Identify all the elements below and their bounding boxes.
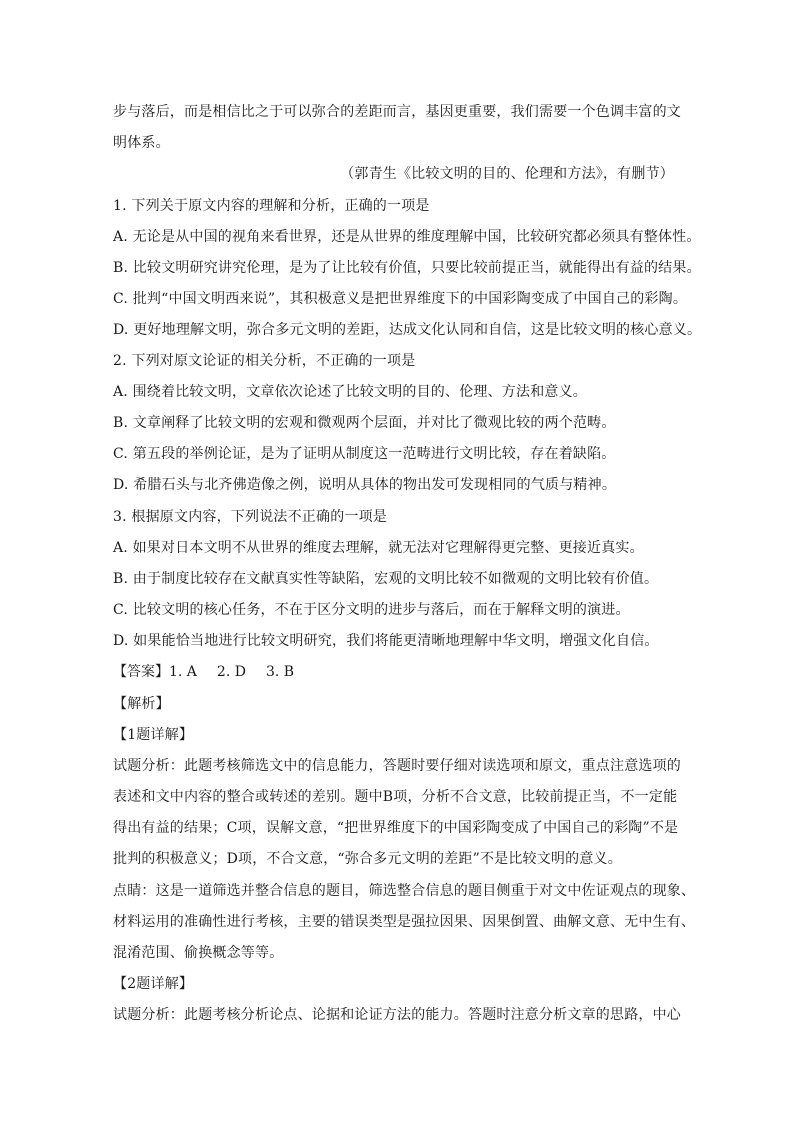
intro-line-2: 明体系。 [113, 135, 170, 151]
analysis-p1-line: 得出有益的结果；C项，误解文意，“把世界维度下的中国彩陶变成了中国自己的彩陶”不是 [113, 820, 679, 836]
q2-option-a: A. 围绕着比较文明，文章依次论述了比较文明的目的、伦理、方法和意义。 [113, 384, 588, 400]
q1-option-a: A. 无论是从中国的视角来看世界，还是从世界的维度理解中国，比较研究都必须具有整体性。 [113, 229, 701, 245]
intro-line-1: 步与落后，而是相信比之于可以弥合的差距而言，基因更重要，我们需要一个色调丰富的文 [113, 104, 681, 120]
q1-stem: 1. 下列关于原文内容的理解和分析，正确的一项是 [113, 198, 430, 214]
q3-option-d: D. 如果能恰当地进行比较文明研究，我们将能更清晰地理解中华文明，增强文化自信。 [113, 633, 659, 649]
q1-option-b: B. 比较文明研究讲究伦理，是为了让比较有价值，只要比较前提正当，就能得出有益的结果。 [113, 260, 701, 276]
q3-option-a: A. 如果对日本文明不从世界的维度去理解，就无法对它理解得更完整、更接近真实。 [113, 540, 644, 556]
analysis-p2-line: 混淆范围、偷换概念等等。 [113, 945, 284, 961]
analysis-p3-line: 试题分析：此题考核分析论点、论据和论证方法的能力。答题时注意分析文章的思路，中心 [113, 1007, 681, 1023]
answer-label: 【答案】 [113, 664, 169, 680]
q3-stem: 3. 根据原文内容，下列说法不正确的一项是 [113, 509, 388, 525]
answer-line [113, 662, 688, 682]
analysis-p2-line: 点睛：这是一道筛选并整合信息的题目，筛选整合信息的题目侧重于对文中佐证观点的现象、 [113, 883, 696, 899]
q2-option-d: D. 希腊石头与北齐佛造像之例，说明从具体的物出发可发现相同的气质与精神。 [113, 477, 617, 493]
q1-detail-heading: 【1题详解】 [113, 727, 194, 743]
q3-option-b: B. 由于制度比较存在文献真实性等缺陷，宏观的文明比较不如微观的文明比较有价值。 [113, 571, 659, 587]
q3-option-c: C. 比较文明的核心任务，不在于区分文明的进步与落后，而在于解释文明的演进。 [113, 602, 630, 618]
answer-2: 2. D [216, 664, 246, 680]
q1-option-d: D. 更好地理解文明，弥合多元文明的差距，达成文化认同和自信，这是比较文明的核心意义。 [113, 322, 702, 338]
answer-1: 1. A [169, 664, 197, 680]
q2-option-b: B. 文章阐释了比较文明的宏观和微观两个层面，并对比了微观比较的两个范畴。 [113, 415, 616, 431]
q1-option-c: C. 批判“中国文明西来说”，其积极意义是把世界维度下的中国彩陶变成了中国自己的彩陶。 [113, 291, 688, 307]
q2-option-c: C. 第五段的举例论证，是为了证明从制度这一范畴进行文明比较，存在着缺陷。 [113, 446, 616, 462]
analysis-p2-line: 材料运用的准确性进行考核，主要的错误类型是强拉因果、因果倒置、曲解文意、无中生有、 [113, 914, 696, 930]
q2-stem: 2. 下列对原文论证的相关分析，不正确的一项是 [113, 353, 416, 369]
analysis-p1-line: 表述和文中内容的整合或转述的差别。题中B项，分析不合文意，比较前提正当，不一定能 [113, 789, 678, 805]
source-citation: （郭青生《比较文明的目的、伦理和方法》，有删节） [340, 166, 674, 182]
answer-3: 3. B [265, 664, 295, 680]
q2-detail-heading: 【2题详解】 [113, 976, 194, 992]
analysis-p1-line: 试题分析：此题考核筛选文中的信息能力，答题时要仔细对读选项和原文，重点注意选项的 [113, 758, 681, 774]
analysis-label: 【解析】 [113, 696, 170, 712]
analysis-p1-line: 批判的积极意义；D项，不合文意，“弥合多元文明的差距”不是比较文明的意义。 [113, 851, 622, 867]
